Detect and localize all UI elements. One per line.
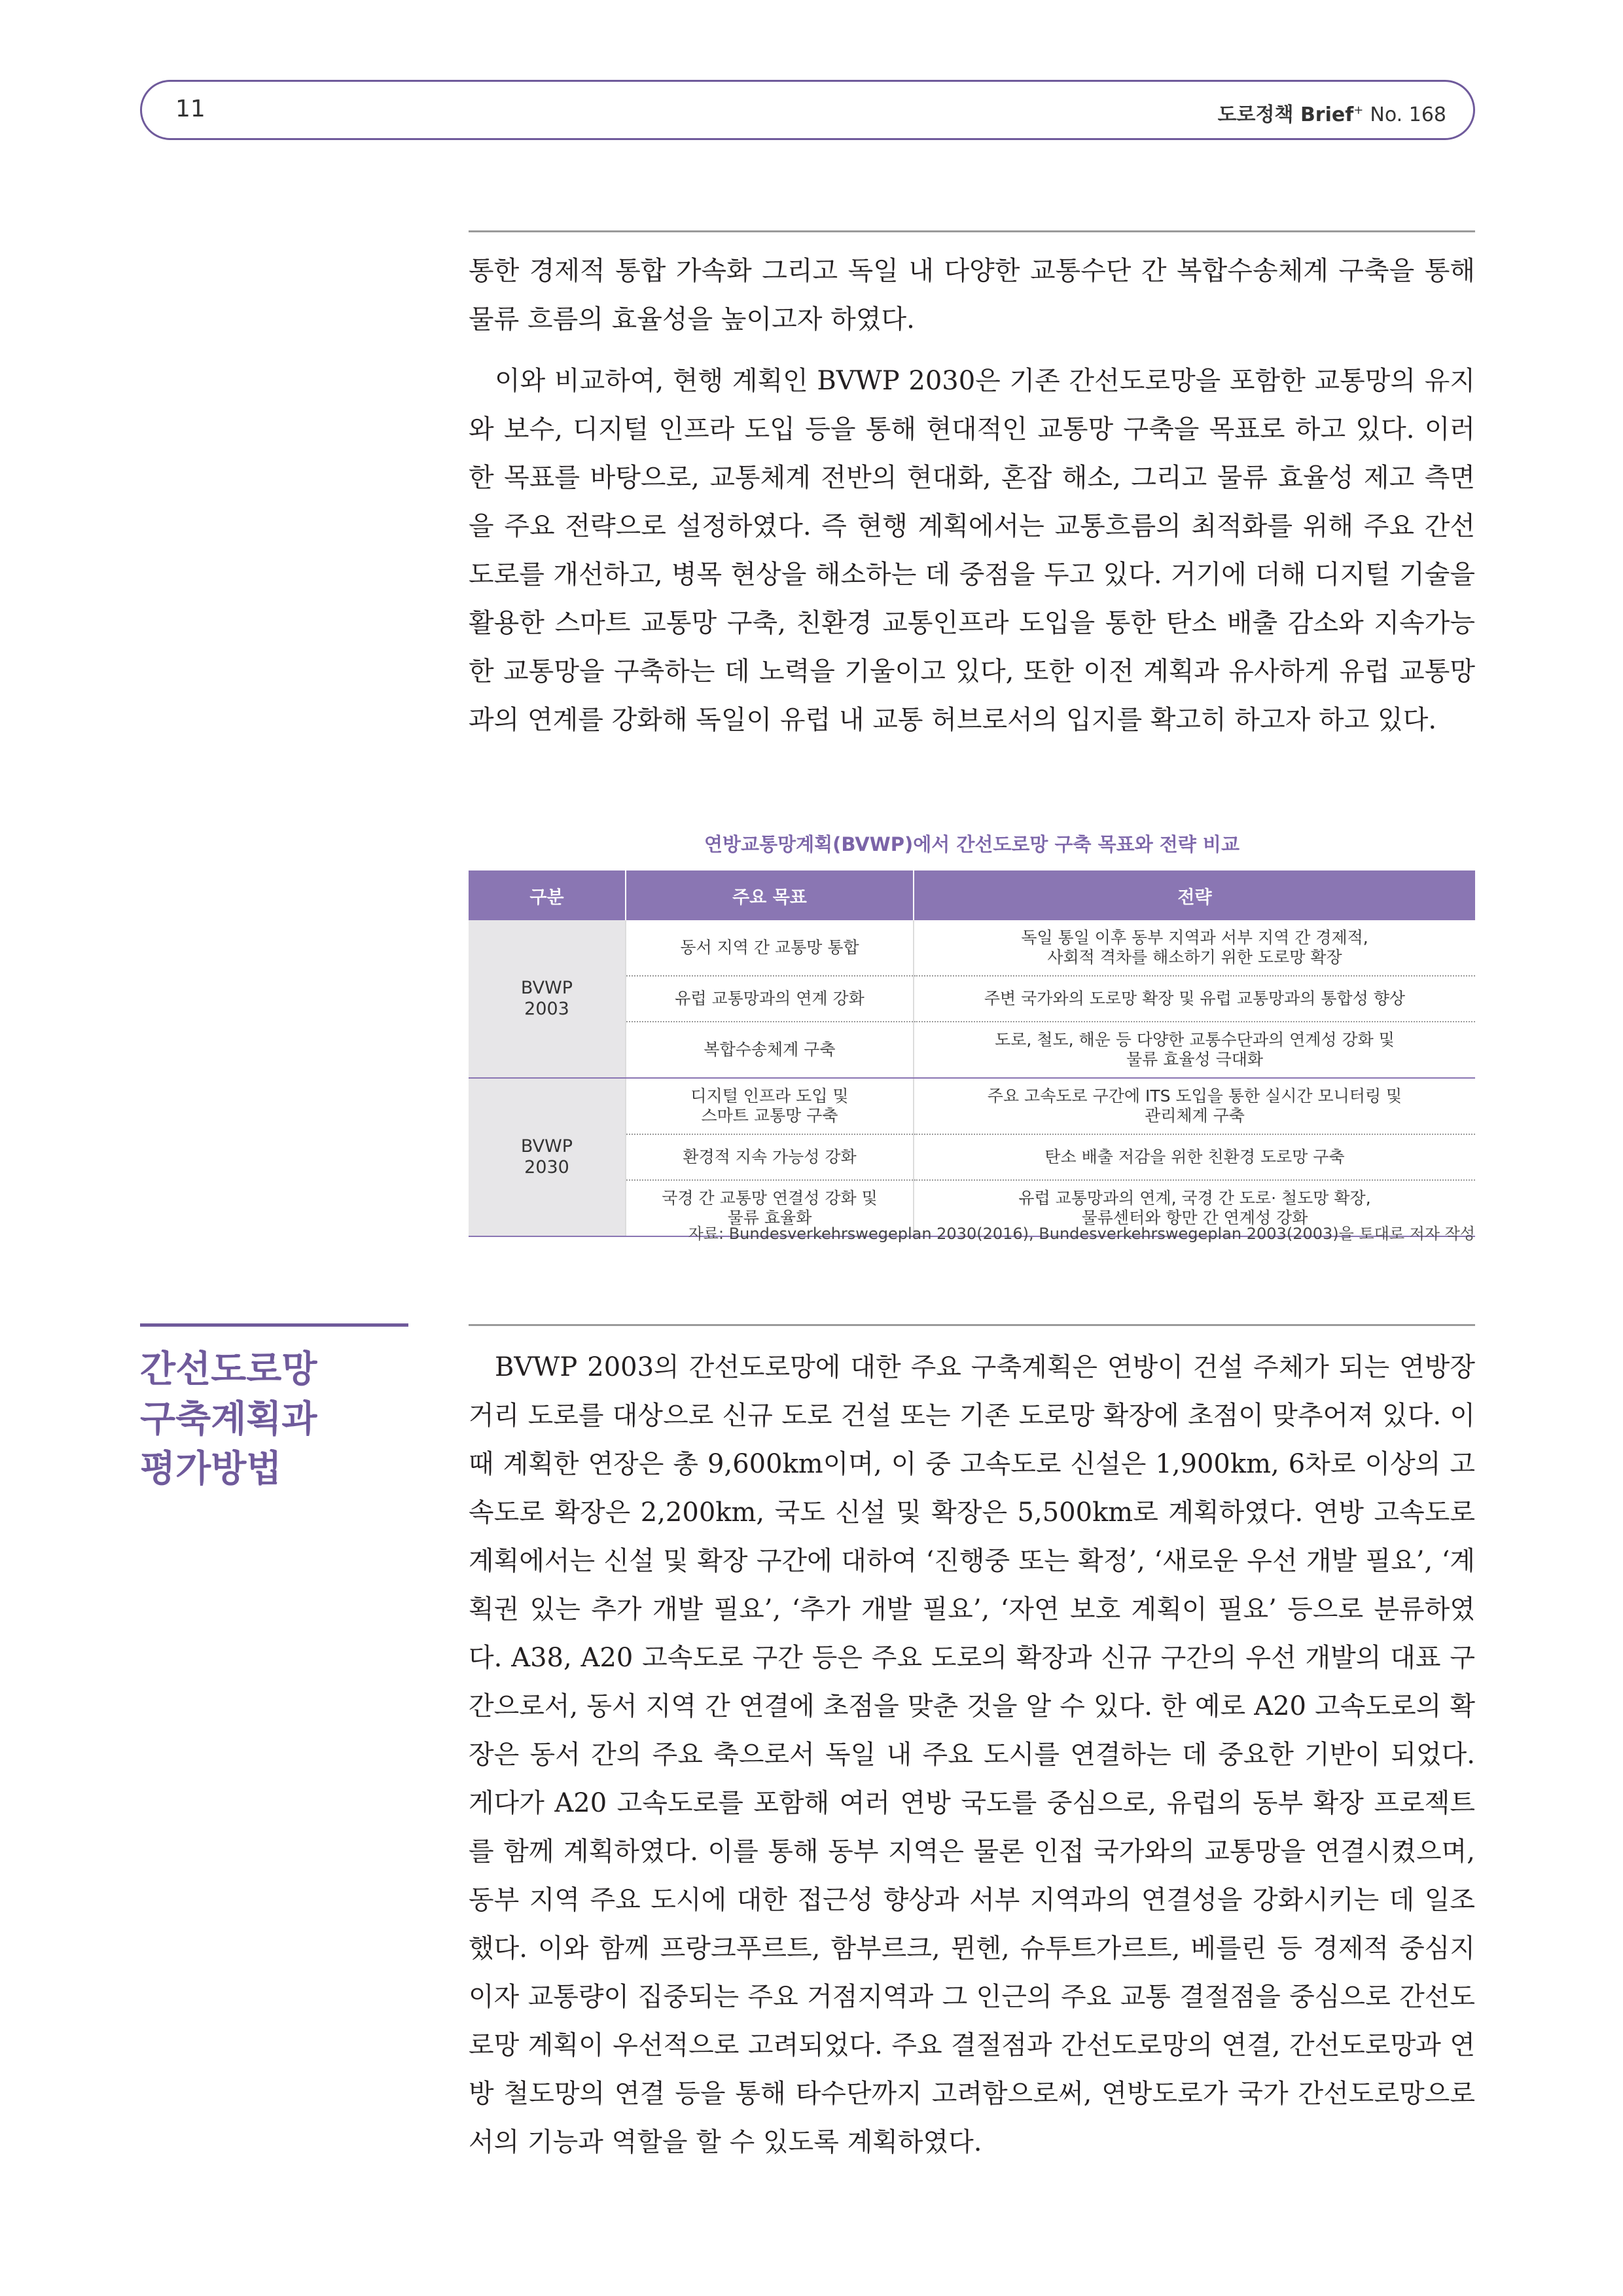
table-caption: 연방교통망계획(BVWP)에서 간선도로망 구축 목표와 전략 비교: [704, 833, 1240, 855]
comparison-table: [469, 870, 1475, 1237]
publication-name: 도로정책 Brief: [1217, 103, 1354, 126]
column-header-goal: 주요 목표: [626, 870, 914, 920]
strategy-cell: 도로, 철도, 해운 등 다양한 교통수단과의 연계성 강화 및 물류 효율성 극대화: [914, 1022, 1475, 1078]
column-header-strategy: 전략: [914, 870, 1475, 920]
page-number: 11: [175, 96, 205, 122]
strategy-cell: 주요 고속도로 구간에 ITS 도입을 통한 실시간 모니터링 및 관리체계 구축: [914, 1078, 1475, 1134]
publication-title: [1218, 98, 1446, 127]
table-row: [469, 1078, 1475, 1134]
group-cell-bvwp-2003: BVWP 2003: [469, 920, 626, 1078]
column-header-category: 구분: [469, 870, 626, 920]
strategy-cell: 유럽 교통망과의 연계, 국경 간 도로· 철도망 확장, 물류센터와 항만 간 연계성 강화: [914, 1180, 1475, 1236]
goal-cell: 디지털 인프라 도입 및 스마트 교통망 구축: [626, 1078, 914, 1134]
goal-cell: 동서 지역 간 교통망 통합: [626, 920, 914, 976]
strategy-cell: 탄소 배출 저감을 위한 친환경 도로망 구축: [914, 1134, 1475, 1180]
goal-cell: 환경적 지속 가능성 강화: [626, 1134, 914, 1180]
section-title-line: 간선도로망: [140, 1348, 317, 1391]
section-title-rule: [140, 1323, 408, 1327]
goal-cell: 국경 간 교통망 연결성 강화 및 물류 효율화: [626, 1180, 914, 1236]
intro-text: [469, 247, 1475, 744]
top-divider: [469, 230, 1475, 232]
section-divider: [469, 1324, 1475, 1326]
publication-mark: +: [1353, 103, 1364, 117]
table-header-row: [469, 870, 1475, 920]
table-row: [469, 920, 1475, 976]
section-title-line: 평가방법: [140, 1448, 282, 1490]
goal-cell: 유럽 교통망과의 연계 강화: [626, 976, 914, 1022]
section-body: [469, 1343, 1475, 2166]
section-title: [140, 1345, 415, 1494]
intro-paragraph-1: 통한 경제적 통합 가속화 그리고 독일 내 다양한 교통수단 간 복합수송체계 구축을 통해 물류 흐름의 효율성을 높이고자 하였다.: [469, 256, 1475, 334]
strategy-cell: 독일 통일 이후 동부 지역과 서부 지역 간 경제적, 사회적 격차를 해소하기 위한 도로망 확장: [914, 920, 1475, 976]
strategy-cell: 주변 국가와의 도로망 확장 및 유럽 교통망과의 통합성 향상: [914, 976, 1475, 1022]
intro-paragraph-2: 이와 비교하여, 현행 계획인 BVWP 2030은 기존 간선도로망을 포함한 교통망의 유지와 보수, 디지털 인프라 도입 등을 통해 현대적인 교통망 구축을 목표로 하고 있다. 이러한 목표를 바탕으로, 교통체계 전반의 현대화, 혼잡 해소, 그리고 물류 효율성 제고 측면을 주요 전략으로 설정하였다. 즉 현행 계획에서는 교통흐름의 최적화를 위해 주요 간선도로를 개선하고, 병목 현상을 해소하는 데 중점을 두고 있다. 거기에 더해 디지털 기술을 활용한 스마트 교통망 구축, 친환경 교통인프라 도입을 통한 탄소 배출 감소와 지속가능한 교통망을 구축하는 데 노력을 기울이고 있다, 또한 이전 계획과 유사하게 유럽 교통망과의 연계를 강화해 독일이 유럽 내 교통 허브로서의 입지를 확고히 하고자 하고 있다.: [469, 366, 1475, 735]
section-title-line: 구축계획과: [140, 1398, 317, 1441]
issue-number: No. 168: [1370, 103, 1446, 126]
goal-cell: 복합수송체계 구축: [626, 1022, 914, 1078]
table-source-note: 자료: Bundesverkehrswegeplan 2030(2016), Bundesverkehrswegeplan 2003(2003)을 토대로 저자 작성: [688, 1225, 1475, 1243]
section-paragraph: BVWP 2003의 간선도로망에 대한 주요 구축계획은 연방이 건설 주체가 되는 연방장거리 도로를 대상으로 신규 도로 건설 또는 기존 도로망 확장에 초점이 맞추어져 있다. 이때 계획한 연장은 총 9,600km이며, 이 중 고속도로 신설은 1,900km, 6차로 이상의 고속도로 확장은 2,200km, 국도 신설 및 확장은 5,500km로 계획하였다. 연방 고속도로 계획에서는 신설 및 확장 구간에 대하여 ‘진행중 또는 확정’, ‘새로운 우선 개발 필요’, ‘계획권 있는 추가 개발 필요’, ‘추가 개발 필요’, ‘자연 보호 계획이 필요’ 등으로 분류하였다. A38, A20 고속도로 구간 등은 주요 도로의 확장과 신규 구간의 우선 개발의 대표 구간으로서, 동서 지역 간 연결에 초점을 맞춘 것을 알 수 있다. 한 예로 A20 고속도로의 확장은 동서 간의 주요 축으로서 독일 내 주요 도시를 연결하는 데 중요한 기반이 되었다. 게다가 A20 고속도로를 포함해 여러 연방 국도를 중심으로, 유럽의 동부 확장 프로젝트를 함께 계획하였다. 이를 통해 동부 지역은 물론 인접 국가와의 교통망을 연결시켰으며, 동부 지역 주요 도시에 대한 접근성 향상과 서부 지역과의 연결성을 강화시키는 데 일조했다. 이와 함께 프랑크푸르트, 함부르크, 뮌헨, 슈투트가르트, 베를린 등 경제적 중심지이자 교통량이 집중되는 주요 거점지역과 그 인근의 주요 교통 결절점을 중심으로 간선도로망 계획이 우선적으로 고려되었다. 주요 결절점과 간선도로망의 연결, 간선도로망과 연방 철도망의 연결 등을 통해 타수단까지 고려함으로써, 연방도로가 국가 간선도로망으로서의 기능과 역할을 할 수 있도록 계획하였다.: [469, 1352, 1475, 2157]
group-cell-bvwp-2030: BVWP 2030: [469, 1078, 626, 1236]
